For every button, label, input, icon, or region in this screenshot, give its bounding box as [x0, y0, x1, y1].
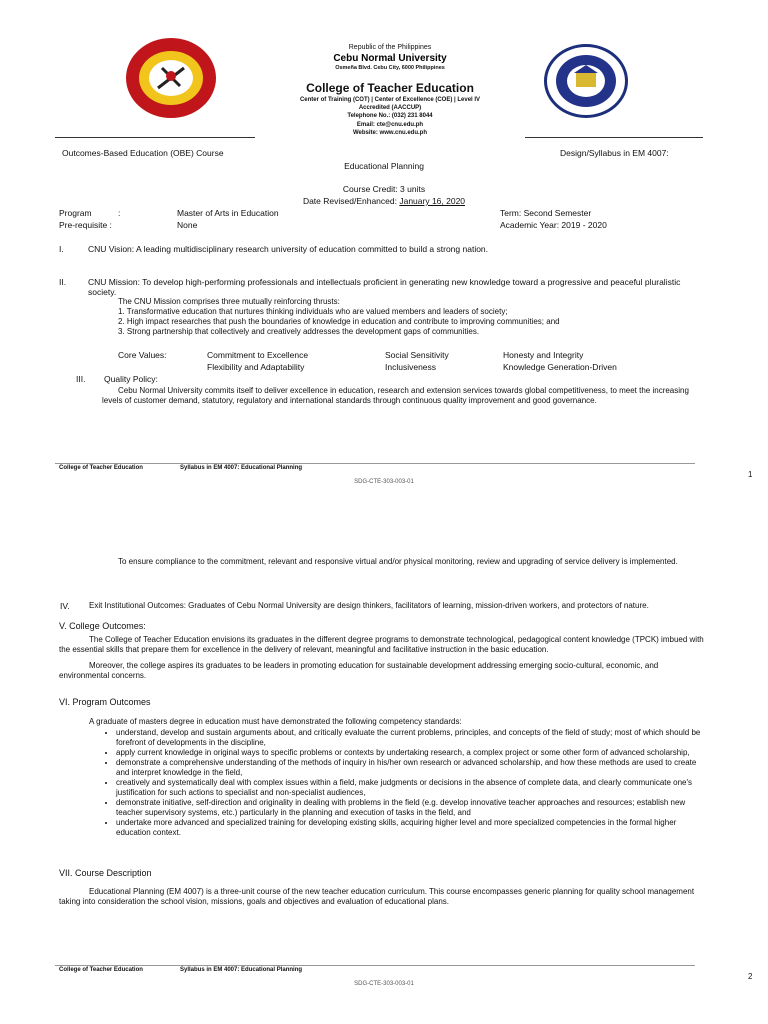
footer-college: College of Teacher Education: [59, 967, 143, 973]
college-outcomes-p1: The College of Teacher Education envisions its graduates in the different degree programs to demonstrate technological, pedagogical content knowledge (TPCK) imbued with the essential skills that prepare them for excellence in the delivery of relevant, meaningful and facilitative instruction in the basic education.: [59, 635, 704, 654]
thrust-item: 2. High impact researches that push the boundaries of knowledge in education and contribute to improving communities; and: [118, 317, 560, 326]
footer-syllabus: Syllabus in EM 4007: Educational Planning: [180, 967, 303, 973]
doc-code: SDG-CTE-303-003-01: [354, 479, 414, 485]
mission-thrusts: [118, 297, 718, 337]
university-seal-logo: [126, 38, 216, 118]
date-revised-value: January 16, 2020: [399, 196, 466, 206]
core-value: Honesty and Integrity: [503, 350, 584, 360]
vision-number: I.: [59, 244, 64, 254]
program-colon: :: [118, 208, 121, 218]
quality-compliance-text: To ensure compliance to the commitment, relevant and responsive virtual and/or physical monitoring, review and upgrading of service delivery is implemented.: [118, 557, 678, 566]
course-title: Educational Planning: [344, 161, 424, 171]
core-values-label: Core Values:: [118, 350, 167, 360]
university-name: Cebu Normal University: [333, 53, 447, 64]
core-value: Inclusiveness: [385, 362, 437, 372]
program-outcomes-title: VI. Program Outcomes: [59, 697, 151, 707]
prereq-value: None: [177, 220, 198, 230]
course-description-text: Educational Planning (EM 4007) is a three-unit course of the new teacher education curriculum. This course encompasses generic planning for quality school management taking into consideration the school vision, missions, goals and objectives and evaluation of educational plans.: [59, 887, 695, 906]
header-rule-left: [55, 137, 255, 138]
core-value: Flexibility and Adaptability: [207, 362, 305, 372]
program-label: Program: [59, 208, 92, 218]
thrusts-intro: The CNU Mission comprises three mutually reinforcing thrusts:: [118, 297, 340, 306]
footer-rule: [55, 463, 695, 464]
college-name: College of Teacher Education: [306, 81, 474, 95]
college-outcomes-p2: Moreover, the college aspires its graduates to be leaders in promoting education for sustainable development addressing emerging socio-cultural, economic, and environmental concerns.: [59, 661, 659, 680]
date-revised: [0, 196, 768, 206]
header-rule-right: [525, 137, 703, 138]
academic-year: Academic Year: 2019 - 2020: [500, 220, 607, 230]
republic-line: Republic of the Philippines: [348, 44, 432, 51]
obe-course-label: Outcomes-Based Education (OBE) Course: [62, 148, 224, 158]
college-emblem-icon: [547, 47, 625, 115]
vision-text: CNU Vision: A leading multidisciplinary research university of education committed to build a strong nation.: [88, 244, 489, 254]
telephone-line: Telephone No.: (032) 231 8044: [347, 113, 433, 119]
list-item: • apply current knowledge in original ways to specific problems or contexts by undertaking research, a complex project or some other form of advanced scholarship,: [116, 748, 710, 758]
date-revised-label: Date Revised/Enhanced:: [302, 196, 397, 206]
quality-policy-text: Cebu Normal University commits itself to deliver excellence in education, research and extension services towards global competitiveness, to meet the increasing levels of customer demand, statutory, regulatory and international standards through continuous quality improvement and good governance.: [102, 386, 689, 405]
program-outcomes-intro: A graduate of masters degree in education must have demonstrated the following competency standards:: [89, 717, 462, 726]
list-item: • demonstrate initiative, self-direction and originality in dealing with problems in the field (e.g. develop innovative teacher approaches and resources; establish new teacher supervisory systems, etc.) particularly in the planning and execution of tasks in the field, and: [116, 798, 710, 818]
exit-outcomes-text: Exit Institutional Outcomes: Graduates of Cebu Normal University are design thinkers, facilitators of learning, mission-driven workers, and protectors of nature.: [89, 601, 649, 610]
course-description-title: VII. Course Description: [59, 868, 152, 878]
exit-number: IV.: [60, 601, 70, 611]
footer-syllabus: Syllabus in EM 4007: Educational Planning: [180, 465, 303, 471]
list-item: • demonstrate a comprehensive understanding of the methods of inquiry in his/her own research or advanced scholarship, and how these methods are used to create and interpret knowledge in the field,: [116, 758, 710, 778]
center-line: Center of Training (COT) | Center of Excellence (COE) | Level IV: [299, 97, 481, 103]
core-value: Knowledge Generation-Driven: [503, 362, 617, 372]
core-value: Social Sensitivity: [385, 350, 449, 360]
page-number: 2: [748, 972, 753, 981]
prereq-label: Pre-requisite :: [59, 220, 112, 230]
list-item: • undertake more advanced and specialized training for developing existing skills, acquiring higher level and more specialized competencies in the formal higher education context.: [116, 818, 710, 838]
seal-emblem-icon: [126, 38, 216, 118]
email-line: Email: cte@cnu.edu.ph: [356, 122, 424, 128]
core-value: Commitment to Excellence: [207, 350, 309, 360]
mission-text: [88, 277, 698, 297]
accredited-line: Accredited (AACCUP): [358, 105, 422, 111]
thrust-item: 1. Transformative education that nurtures thinking individuals who are valued members and leaders of society;: [118, 307, 508, 316]
college-outcomes-title: V. College Outcomes:: [59, 621, 146, 631]
quality-title: Quality Policy:: [104, 374, 158, 384]
university-address: Osmeña Blvd. Cebu City, 6000 Philippines: [335, 65, 445, 71]
term-label: Term: Second Semester: [500, 208, 592, 218]
program-value: Master of Arts in Education: [177, 208, 279, 218]
list-item: • understand, develop and sustain arguments about, and critically evaluate the current problems, principles, and concepts of the field of study; most of which should be forefront of developments in the discipline,: [116, 728, 710, 748]
course-credit: Course Credit: 3 units: [342, 184, 426, 194]
quality-number: III.: [76, 374, 86, 384]
program-outcomes-list: [100, 728, 710, 838]
website-line: Website: www.cnu.edu.ph: [352, 130, 427, 136]
page-number: 1: [748, 470, 753, 479]
college-seal-logo: [544, 44, 628, 118]
mission-statement: CNU Mission: To develop high-performing professionals and intellectuals proficient in generating new knowledge toward a progressive and peaceful pluralistic society.: [88, 277, 681, 297]
list-item: • creatively and systematically deal with complex issues within a field, make judgments or decisions in the absence of complete data, and clearly communicate one's justification for such actions to specialist and non-specialist audiences,: [116, 778, 710, 798]
mission-number: II.: [59, 277, 67, 287]
doc-code: SDG-CTE-303-003-01: [354, 981, 414, 987]
footer-college: College of Teacher Education: [59, 465, 143, 471]
footer-rule: [55, 965, 695, 966]
syllabus-label: Design/Syllabus in EM 4007:: [560, 148, 669, 158]
thrust-item: 3. Strong partnership that collectively and creatively addresses the development gaps of communities.: [118, 327, 480, 336]
